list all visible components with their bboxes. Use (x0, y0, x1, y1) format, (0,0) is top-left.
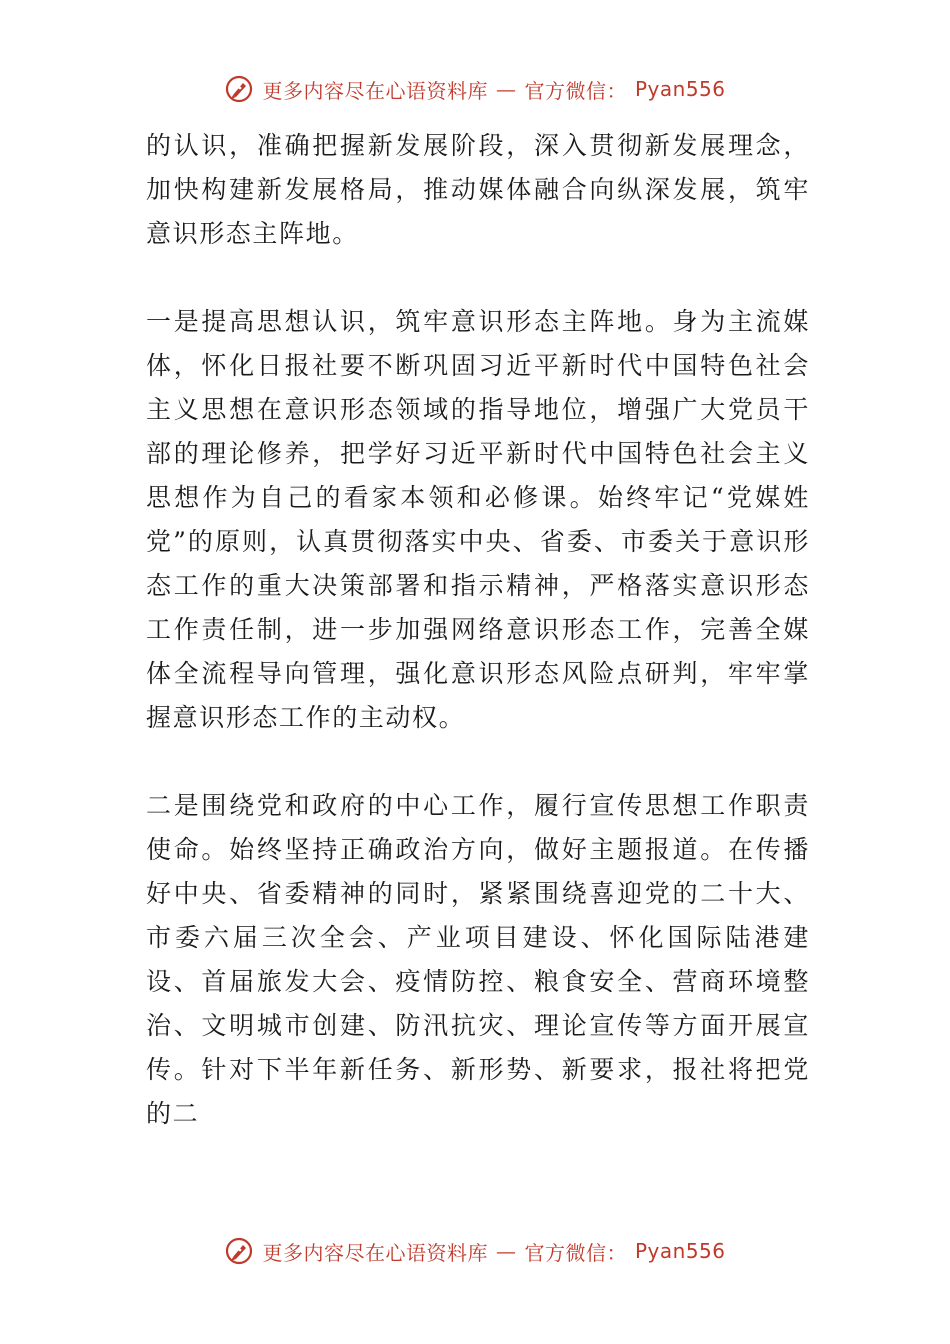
watermark-separator: — (495, 1239, 517, 1263)
paragraph-2: 一是提高思想认识，筑牢意识形态主阵地。身为主流媒体，怀化日报社要不断巩固习近平新时代中国特色社会主义思想在意识形态领域的指导地位，增强广大党员干部的理论修养，把学好习近平新时代中国特色社会主义思想作为自己的看家本领和必修课。始终牢记“党媒姓党”的原则，认真贯彻落实中央、省委、市委关于意识形态工作的重大决策部署和指示精神，严格落实意识形态工作责任制，进一步加强网络意识形态工作，完善全媒体全流程导向管理，强化意识形态风险点研判，牢牢掌握意识形态工作的主动权。 (146, 307, 810, 732)
pen-nib-logo-icon (224, 1236, 254, 1266)
pen-nib-logo-icon (224, 74, 254, 104)
watermark-text: 更多内容尽在心语资料库 (262, 1240, 488, 1265)
document-body (146, 124, 810, 1136)
footer-watermark (0, 1236, 950, 1266)
watermark-contact-label: 官方微信： (524, 1240, 627, 1265)
watermark-text: 更多内容尽在心语资料库 (262, 78, 488, 103)
watermark-contact-label: 官方微信： (524, 78, 627, 103)
paragraph-1: 的认识，准确把握新发展阶段，深入贯彻新发展理念，加快构建新发展格局，推动媒体融合向纵深发展，筑牢意识形态主阵地。 (146, 131, 810, 248)
paragraph-3: 二是围绕党和政府的中心工作，履行宣传思想工作职责使命。始终坚持正确政治方向，做好主题报道。在传播好中央、省委精神的同时，紧紧围绕喜迎党的二十大、市委六届三次全会、产业项目建设、怀化国际陆港建设、首届旅发大会、疫情防控、粮食安全、营商环境整治、文明城市创建、防汛抗灾、理论宣传等方面开展宣传。针对下半年新任务、新形势、新要求，报社将把党的二 (146, 791, 810, 1128)
watermark-contact-id: Pyan556 (634, 1239, 726, 1263)
watermark-contact-id: Pyan556 (634, 77, 726, 101)
header-watermark (0, 74, 950, 104)
watermark-separator: — (495, 77, 517, 101)
